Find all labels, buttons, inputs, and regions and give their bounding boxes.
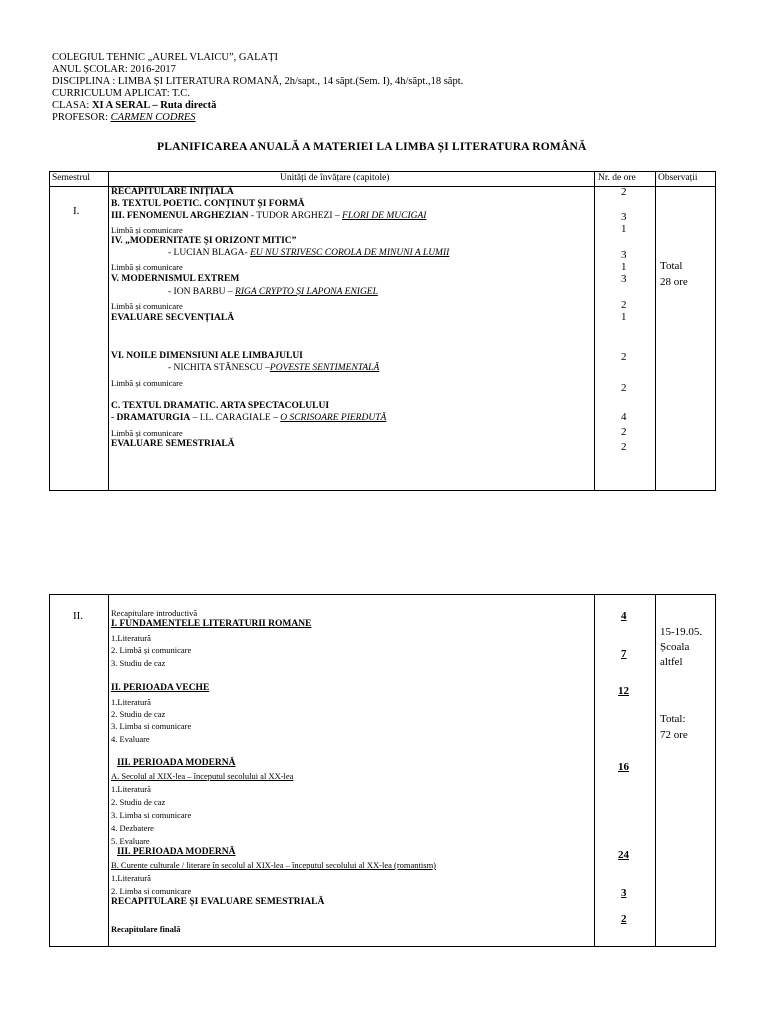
unit-author: - NICHITA STĂNESCU – bbox=[168, 363, 270, 373]
hours-cell: 1 bbox=[621, 261, 627, 273]
unit-row: VI. NOILE DIMENSIUNI ALE LIMBAJULUI bbox=[111, 351, 303, 361]
unit-row: 1.Literatură bbox=[111, 784, 151, 794]
teacher-name: CARMEN CODRES bbox=[110, 112, 196, 123]
hours-cell: 3 bbox=[621, 211, 627, 223]
unit-title: - DRAMATURGIA bbox=[111, 413, 191, 423]
hours-cell: 16 bbox=[618, 761, 629, 773]
class-label: CLASA: bbox=[52, 100, 92, 111]
hours-cell: 2 bbox=[621, 351, 627, 363]
unit-row: I. FUNDAMENTELE LITERATURII ROMANE bbox=[111, 619, 312, 629]
hours-cell: 3 bbox=[621, 273, 627, 285]
unit-author: – I.L. CARAGIALE – bbox=[190, 413, 281, 423]
unit-row: III. PERIOADA MODERNĂ bbox=[117, 758, 236, 768]
hours-cell: 2 bbox=[621, 426, 627, 438]
col-notes-header: Observații bbox=[658, 173, 698, 183]
unit-row: Limbă și comunicare bbox=[111, 378, 183, 388]
class-line bbox=[52, 100, 216, 111]
unit-row: 1.Literatură bbox=[111, 633, 151, 643]
semester-1-label: I. bbox=[73, 205, 80, 217]
col-units-header: Unități de învățare (capitole) bbox=[280, 173, 390, 183]
page-title: PLANIFICAREA ANUALĂ A MATERIEI LA LIMBA ȘI LITERATURA ROMÂNĂ bbox=[157, 141, 587, 153]
curriculum: CURRICULUM APLICAT: T.C. bbox=[52, 88, 190, 99]
class-value: XI A SERAL – Ruta directă bbox=[91, 100, 217, 111]
unit-row bbox=[168, 363, 379, 373]
unit-row: IV. „MODERNITATE ȘI ORIZONT MITIC” bbox=[111, 236, 297, 246]
unit-row: 5. Evaluare bbox=[111, 836, 150, 846]
discipline: DISCIPLINA : LIMBA ȘI LITERATURA ROMANĂ, 2h/sapt., 14 săpt.(Sem. I), 4h/săpt.,18 săpt. bbox=[52, 76, 464, 87]
hours-cell: 12 bbox=[618, 685, 629, 697]
unit-row: EVALUARE SEMESTRIALĂ bbox=[111, 439, 235, 449]
notes-total-label: Total: bbox=[660, 713, 686, 725]
unit-row: 3. Studiu de caz bbox=[111, 658, 166, 668]
unit-row: 2. Studiu de caz bbox=[111, 709, 166, 719]
unit-row: Limbă și comunicare bbox=[111, 428, 183, 438]
notes-event: Școala bbox=[660, 641, 690, 653]
school-name: COLEGIUL TEHNIC „AUREL VLAICU”, GALAȚI bbox=[52, 52, 279, 63]
unit-row: B. Curente culturale / literare în secolul al XIX-lea – începutul secolului al XX-lea (romantism) bbox=[111, 860, 437, 870]
unit-row: 4. Evaluare bbox=[111, 734, 150, 744]
unit-row: V. MODERNISMUL EXTREM bbox=[111, 274, 240, 284]
hours-cell: 2 bbox=[621, 913, 627, 925]
teacher-label: PROFESOR: bbox=[52, 112, 111, 123]
unit-row: EVALUARE SECVENȚIALĂ bbox=[111, 313, 235, 323]
unit-row: Recapitulare finală bbox=[111, 924, 181, 934]
unit-row: 3. Limba si comunicare bbox=[111, 721, 192, 731]
notes-total-value: 72 ore bbox=[660, 729, 688, 741]
unit-row: 1.Literatură bbox=[111, 873, 151, 883]
unit-row: RECAPITULARE ȘI EVALUARE SEMESTRIALĂ bbox=[111, 897, 325, 907]
unit-work: POVESTE SENTIMENTALĂ bbox=[269, 363, 380, 373]
unit-row: B. TEXTUL POETIC. CONȚINUT ȘI FORMĂ bbox=[111, 199, 305, 209]
hours-cell: 2 bbox=[621, 186, 627, 198]
unit-row: 2. Limbă și comunicare bbox=[111, 645, 192, 655]
unit-row: Limbă și comunicare bbox=[111, 262, 183, 272]
hours-cell: 4 bbox=[621, 610, 627, 622]
teacher-line bbox=[52, 112, 196, 123]
unit-work: RIGA CRYPTO ȘI LAPONA ENIGEL bbox=[235, 287, 378, 297]
hours-cell: 2 bbox=[621, 299, 627, 311]
unit-row: 2. Limba si comunicare bbox=[111, 886, 192, 896]
unit-author: - TUDOR ARGHEZI – bbox=[248, 211, 343, 221]
hours-cell: 24 bbox=[618, 849, 629, 861]
unit-row: 3. Limba si comunicare bbox=[111, 810, 192, 820]
hours-cell: 1 bbox=[621, 223, 627, 235]
unit-row bbox=[168, 248, 449, 258]
hours-cell: 7 bbox=[621, 648, 627, 660]
unit-row: III. PERIOADA MODERNĂ bbox=[117, 847, 236, 857]
unit-author: - ION BARBU – bbox=[168, 287, 236, 297]
unit-row bbox=[111, 211, 426, 221]
semester-2-label: II. bbox=[73, 610, 84, 622]
unit-row: 1.Literatură bbox=[111, 697, 151, 707]
notes-event: altfel bbox=[660, 656, 683, 668]
unit-row: Limbă și comunicare bbox=[111, 301, 183, 311]
notes-total-value: 28 ore bbox=[660, 276, 688, 288]
unit-row bbox=[168, 287, 378, 297]
notes-date: 15-19.05. bbox=[660, 626, 703, 638]
unit-row: 4. Dezbatere bbox=[111, 823, 154, 833]
hours-cell: 1 bbox=[621, 311, 627, 323]
unit-row: A. Secolul al XIX-lea – începutul secolului al XX-lea bbox=[111, 771, 294, 781]
unit-work: EU NU STRIVESC COROLA DE MINUNI A LUMII bbox=[250, 248, 450, 258]
unit-author: - LUCIAN BLAGA- bbox=[168, 248, 251, 258]
hours-cell: 4 bbox=[621, 411, 627, 423]
unit-row: 2. Studiu de caz bbox=[111, 797, 166, 807]
unit-row: Limbă și comunicare bbox=[111, 225, 183, 235]
hours-cell: 2 bbox=[621, 441, 627, 453]
hours-cell: 3 bbox=[621, 887, 627, 899]
unit-row: C. TEXTUL DRAMATIC. ARTA SPECTACOLULUI bbox=[111, 401, 330, 411]
unit-title: III. FENOMENUL ARGHEZIAN bbox=[111, 211, 249, 221]
notes-total-label: Total bbox=[660, 260, 683, 272]
unit-work: FLORI DE MUCIGAI bbox=[342, 211, 427, 221]
col-semester-header: Semestrul bbox=[52, 173, 90, 183]
school-year: ANUL ȘCOLAR: 2016-2017 bbox=[52, 64, 176, 75]
col-hours-header: Nr. de ore bbox=[598, 173, 636, 183]
hours-cell: 3 bbox=[621, 249, 627, 261]
unit-work: O SCRISOARE PIERDUTĂ bbox=[280, 413, 387, 423]
unit-row: Recapitulare introductivă bbox=[111, 608, 198, 618]
unit-row: II. PERIOADA VECHE bbox=[111, 683, 210, 693]
unit-row bbox=[111, 413, 386, 423]
hours-cell: 2 bbox=[621, 382, 627, 394]
unit-row: RECAPITULARE INIȚIALĂ bbox=[111, 187, 234, 197]
